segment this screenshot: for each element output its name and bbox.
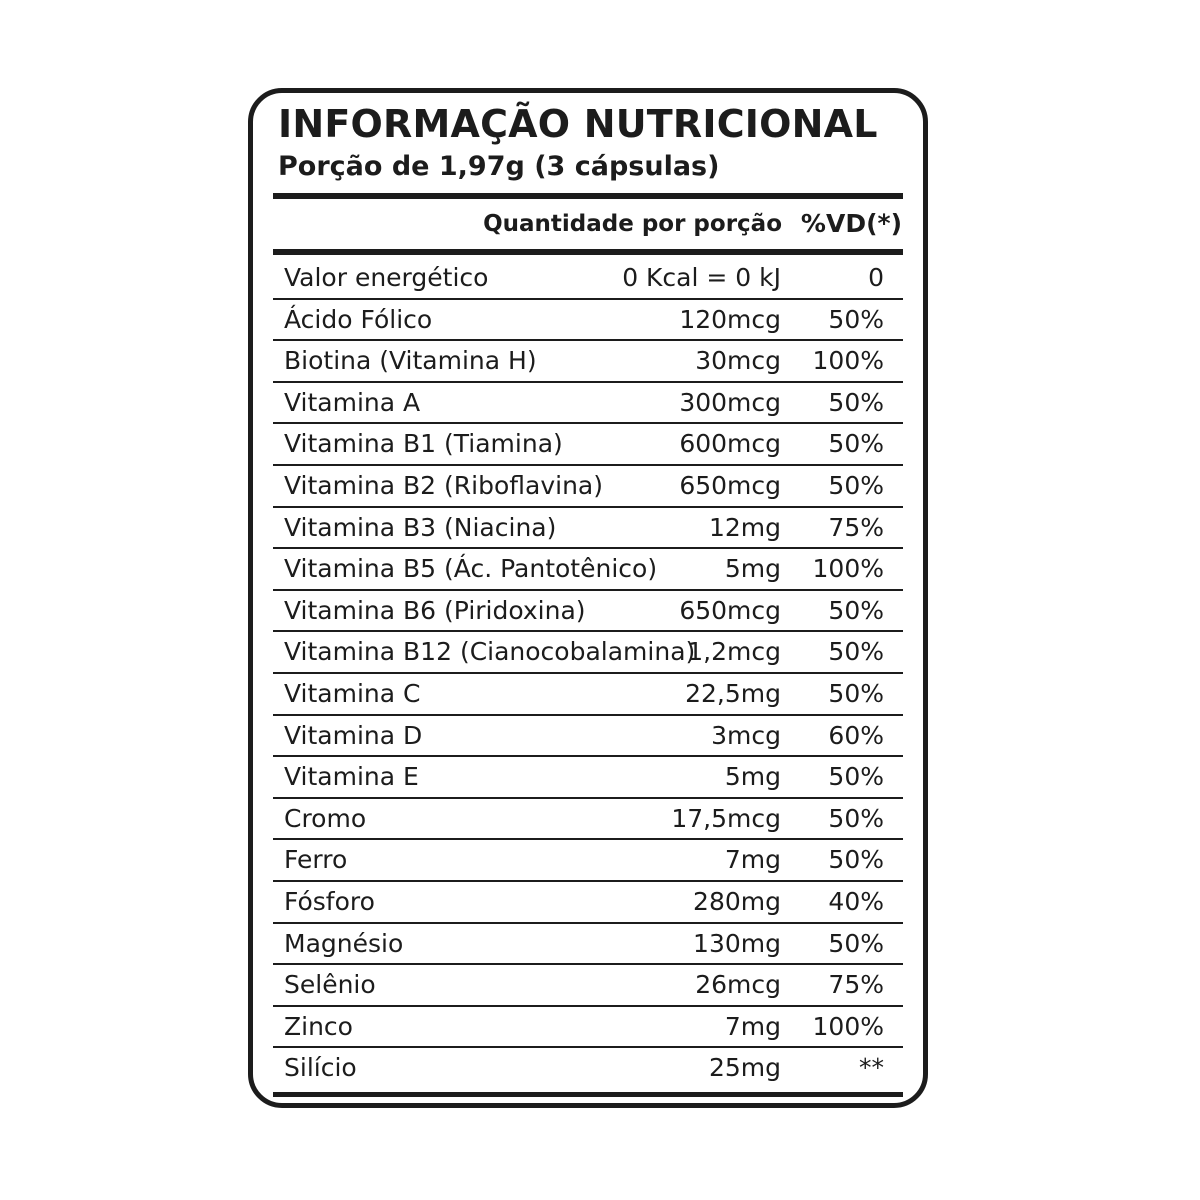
nutrient-quantity: 300mcg	[679, 387, 781, 417]
nutrient-name: Vitamina C	[284, 678, 421, 708]
nutrient-daily-value: 0	[868, 263, 884, 292]
serving-size: Porção de 1,97g (3 cápsulas)	[278, 151, 720, 182]
nutrient-quantity: 280mg	[693, 886, 781, 916]
nutrient-daily-value: 40%	[828, 886, 884, 916]
nutrient-quantity: 1,2mcg	[687, 637, 781, 667]
table-row	[273, 757, 903, 799]
nutrient-name: Vitamina B1 (Tiamina)	[284, 429, 563, 459]
nutrient-name: Fósforo	[284, 886, 375, 916]
table-row	[273, 632, 903, 674]
nutrient-daily-value: 50%	[828, 928, 884, 958]
column-header-daily-value: %VD(*)	[800, 209, 902, 238]
nutrient-name: Silício	[284, 1053, 357, 1083]
nutrient-name: Ácido Fólico	[284, 304, 433, 334]
table-row	[273, 549, 903, 591]
nutrient-quantity: 3mcg	[711, 720, 781, 750]
table-row	[273, 383, 903, 425]
nutrient-name: Vitamina A	[284, 387, 421, 417]
nutrient-daily-value: 50%	[828, 803, 884, 833]
table-row	[273, 424, 903, 466]
table-row	[273, 341, 903, 383]
nutrient-name: Vitamina B5 (Ác. Pantotênico)	[284, 554, 658, 584]
nutrient-daily-value: 50%	[828, 845, 884, 875]
nutrient-daily-value: 50%	[828, 304, 884, 334]
nutrient-name: Vitamina B12 (Cianocobalamina)	[284, 637, 696, 667]
nutrient-quantity: 30mcg	[695, 346, 781, 376]
nutrient-daily-value: 50%	[828, 762, 884, 792]
nutrient-quantity: 12mg	[708, 512, 781, 542]
nutrient-quantity: 650mcg	[679, 595, 781, 625]
nutrient-quantity: 650mcg	[679, 470, 781, 500]
nutrient-daily-value: 50%	[828, 470, 884, 500]
table-row	[273, 1007, 903, 1049]
nutrient-name: Selênio	[284, 970, 376, 1000]
table-row	[273, 840, 903, 882]
label-title: INFORMAÇÃO NUTRICIONAL	[278, 102, 878, 146]
nutrient-name: Valor energético	[284, 263, 489, 292]
table-row	[273, 716, 903, 758]
nutrient-name: Vitamina B2 (Riboflavina)	[284, 470, 603, 500]
nutrient-daily-value: 100%	[812, 554, 884, 584]
table-row	[273, 508, 903, 550]
nutrient-quantity: 7mg	[724, 845, 781, 875]
table-row	[273, 1048, 903, 1088]
table-row	[273, 591, 903, 633]
nutrient-quantity: 120mcg	[679, 304, 781, 334]
nutrient-name: Vitamina D	[284, 720, 423, 750]
nutrient-name: Cromo	[284, 803, 367, 833]
nutrient-quantity: 26mcg	[695, 970, 781, 1000]
nutrient-name: Vitamina E	[284, 762, 419, 792]
table-row	[273, 258, 903, 300]
table-row	[273, 799, 903, 841]
nutrient-daily-value: 75%	[828, 970, 884, 1000]
nutrient-quantity: 7mg	[724, 1011, 781, 1041]
divider-header	[273, 249, 903, 255]
table-row	[273, 466, 903, 508]
nutrient-quantity: 17,5mcg	[671, 803, 781, 833]
nutrient-daily-value: **	[859, 1053, 884, 1083]
nutrient-quantity: 130mg	[693, 928, 781, 958]
nutrient-name: Magnésio	[284, 928, 404, 958]
nutrient-daily-value: 50%	[828, 678, 884, 708]
nutrient-daily-value: 100%	[812, 346, 884, 376]
divider-bottom	[273, 1092, 903, 1097]
table-row	[273, 924, 903, 966]
nutrient-daily-value: 75%	[828, 512, 884, 542]
nutrient-name: Biotina (Vitamina H)	[284, 346, 537, 376]
nutrient-quantity: 5mg	[724, 554, 781, 584]
nutrient-daily-value: 60%	[828, 720, 884, 750]
nutrient-name: Vitamina B3 (Niacina)	[284, 512, 557, 542]
nutrient-daily-value: 50%	[828, 429, 884, 459]
nutrient-quantity: 0 Kcal = 0 kJ	[622, 263, 781, 292]
table-row	[273, 674, 903, 716]
nutrient-daily-value: 100%	[812, 1011, 884, 1041]
nutrient-daily-value: 50%	[828, 387, 884, 417]
nutrient-quantity: 5mg	[724, 762, 781, 792]
divider-top	[273, 193, 903, 199]
table-row	[273, 300, 903, 342]
nutrient-daily-value: 50%	[828, 595, 884, 625]
column-header-quantity: Quantidade por porção	[483, 211, 782, 237]
table-row	[273, 882, 903, 924]
nutrient-table	[273, 258, 903, 1088]
nutrient-daily-value: 50%	[828, 637, 884, 667]
nutrient-quantity: 600mcg	[679, 429, 781, 459]
nutrient-name: Zinco	[284, 1011, 353, 1041]
nutrient-name: Ferro	[284, 845, 348, 875]
nutrient-quantity: 25mg	[708, 1053, 781, 1083]
table-row	[273, 965, 903, 1007]
nutrient-name: Vitamina B6 (Piridoxina)	[284, 595, 586, 625]
nutrient-quantity: 22,5mg	[685, 678, 781, 708]
